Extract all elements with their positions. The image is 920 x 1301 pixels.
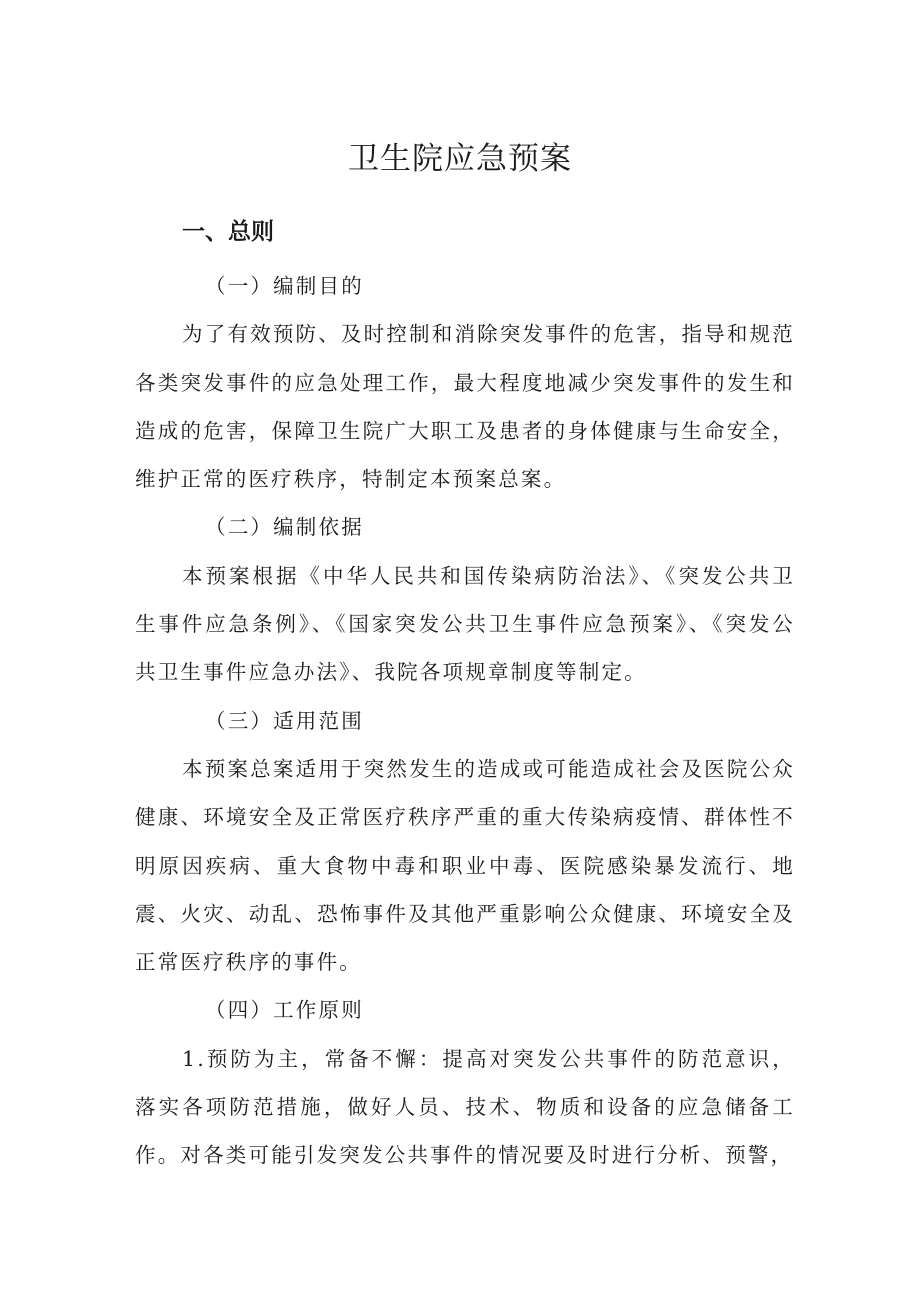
document-body [135, 262, 795, 1180]
paragraph-purpose: 为了有效预防、及时控制和消除突发事件的危害，指导和规范各类突发事件的应急处理工作，最大程度地减少突发事件的发生和造成的危害，保障卫生院广大职工及患者的身体健康与生命安全，维护正常的医疗秩序，特制定本预案总案。 [135, 322, 795, 492]
subsection-heading-principles: （四）工作原则 [205, 998, 364, 1023]
subsection-heading-basis: （二）编制依据 [205, 515, 364, 540]
subsection-heading-scope: （三）适用范围 [205, 708, 364, 733]
paragraph-basis: 本预案根据《中华人民共和国传染病防治法》、《突发公共卫生事件应急条例》、《国家突发公共卫生事件应急预案》、《突发公共卫生事件应急办法》、我院各项规章制度等制定。 [135, 563, 795, 685]
paragraph-scope: 本预案总案适用于突然发生的造成或可能造成社会及医院公众健康、环境安全及正常医疗秩序严重的重大传染病疫情、群体性不明原因疾病、重大食物中毒和职业中毒、医院感染暴发流行、地震、火灾、动乱、恐怖事件及其他严重影响公众健康、环境安全及正常医疗秩序的事件。 [135, 756, 795, 975]
subsection-heading-purpose: （一）编制目的 [205, 274, 364, 298]
paragraph-principle-1: 1.预防为主，常备不懈：提高对突发公共事件的防范意识，落实各项防范措施，做好人员、技术、物质和设备的应急储备工作。对各类可能引发突发公共事件的情况要及时进行分析、预警， [135, 1046, 795, 1168]
document-title: 卫生院应急预案 [348, 141, 572, 177]
section-heading-general: 一、总则 [182, 219, 274, 245]
